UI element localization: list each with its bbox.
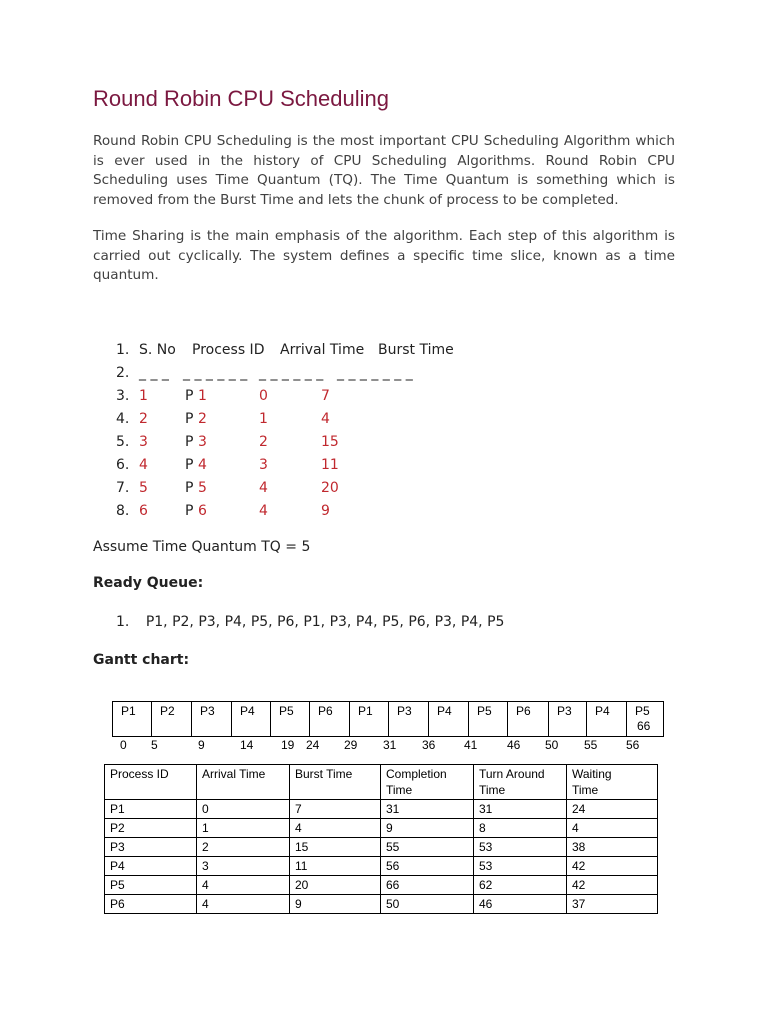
gantt-cell xyxy=(549,702,587,736)
gantt-tick-label: 0 xyxy=(120,738,127,752)
table-row xyxy=(105,876,658,895)
table-cell: P2 xyxy=(105,819,197,838)
list-number: 1. xyxy=(116,614,130,630)
page-title: Round Robin CPU Scheduling xyxy=(93,86,389,111)
arrival-time: 3 xyxy=(259,457,268,473)
gantt-tick-label: 29 xyxy=(344,738,358,752)
table-cell: 55 xyxy=(381,838,474,857)
table-row xyxy=(105,819,658,838)
table-cell: 53 xyxy=(474,838,567,857)
row-number: 6. xyxy=(116,457,130,473)
gantt-cell xyxy=(627,702,663,736)
pid-prefix: P xyxy=(185,457,194,473)
sno: 6 xyxy=(139,503,148,519)
table-header-cell xyxy=(290,765,381,800)
sep-2: _ _ _ _ _ _ xyxy=(183,365,248,381)
gantt-cell-label: P1 xyxy=(121,704,136,718)
table-header-cell xyxy=(197,765,290,800)
table-cell: 3 xyxy=(197,857,290,876)
table-cell: 37 xyxy=(567,895,658,914)
gantt-tick-label: 24 xyxy=(306,738,320,752)
gantt-cell-label: P4 xyxy=(240,704,255,718)
gantt-cell-label: P6 xyxy=(516,704,531,718)
gantt-end-value: 66 xyxy=(637,719,651,733)
sno: 1 xyxy=(139,388,148,404)
header-burst: Burst Time xyxy=(378,342,454,358)
header-sno: S. No xyxy=(139,342,176,358)
burst-time: 4 xyxy=(321,411,330,427)
gantt-chart xyxy=(112,701,664,737)
header-line: Completion xyxy=(386,767,447,781)
table-cell: 4 xyxy=(197,876,290,895)
gantt-cell xyxy=(192,702,232,736)
pid-prefix: P xyxy=(185,480,194,496)
gantt-cell xyxy=(350,702,389,736)
header-line: Burst Time xyxy=(295,767,353,781)
arrival-time: 1 xyxy=(259,411,268,427)
header-line: Time xyxy=(479,783,506,797)
table-cell: 4 xyxy=(290,819,381,838)
table-cell: 2 xyxy=(197,838,290,857)
gantt-tick-label: 19 xyxy=(281,738,295,752)
pid-prefix: P xyxy=(185,434,194,450)
table-header-cell xyxy=(474,765,567,800)
pid: 5 xyxy=(198,480,207,496)
gantt-cell xyxy=(429,702,469,736)
gantt-cell-label: P5 xyxy=(477,704,492,718)
gantt-tick-label: 36 xyxy=(422,738,436,752)
sno: 3 xyxy=(139,434,148,450)
gantt-cell-label: P3 xyxy=(397,704,412,718)
table-cell: 9 xyxy=(381,819,474,838)
table-cell: 42 xyxy=(567,876,658,895)
sno: 2 xyxy=(139,411,148,427)
gantt-cell-label: P2 xyxy=(160,704,175,718)
table-cell: P1 xyxy=(105,800,197,819)
header-line: Time xyxy=(386,783,413,797)
burst-time: 11 xyxy=(321,457,339,473)
gantt-tick-label: 46 xyxy=(507,738,521,752)
pid: 2 xyxy=(198,411,207,427)
burst-time: 9 xyxy=(321,503,330,519)
table-cell: 20 xyxy=(290,876,381,895)
table-cell: 4 xyxy=(197,895,290,914)
gantt-tick-label: 9 xyxy=(198,738,205,752)
header-line: Process ID xyxy=(110,767,169,781)
pid: 3 xyxy=(198,434,207,450)
table-cell: 38 xyxy=(567,838,658,857)
gantt-cell xyxy=(310,702,350,736)
table-cell: 9 xyxy=(290,895,381,914)
assume-text: Assume Time Quantum TQ = 5 xyxy=(93,539,311,555)
table-cell: 8 xyxy=(474,819,567,838)
table-row xyxy=(105,800,658,819)
table-header-cell xyxy=(105,765,197,800)
gantt-cell xyxy=(271,702,310,736)
gantt-tick-label: 31 xyxy=(383,738,397,752)
row-number: 8. xyxy=(116,503,130,519)
gantt-cell-label: P5 xyxy=(635,704,650,718)
header-line: Waiting xyxy=(572,767,612,781)
gantt-cell xyxy=(508,702,549,736)
gantt-cell-label: P3 xyxy=(557,704,572,718)
table-cell: 42 xyxy=(567,857,658,876)
header-pid: Process ID xyxy=(192,342,265,358)
time-sharing-paragraph: Time Sharing is the main emphasis of the algorithm. Each step of this algorithm is carried out cyclically. The system defines a specific time slice, known as a time quantum. xyxy=(93,228,675,283)
gantt-tick-label: 5 xyxy=(151,738,158,752)
table-row xyxy=(105,895,658,914)
gantt-cell-label: P4 xyxy=(437,704,452,718)
gantt-cell xyxy=(232,702,271,736)
row-number: 4. xyxy=(116,411,130,427)
pid-prefix: P xyxy=(185,411,194,427)
pid: 1 xyxy=(198,388,207,404)
row-number: 3. xyxy=(116,388,130,404)
header-line: Turn Around xyxy=(479,767,545,781)
table-cell: 7 xyxy=(290,800,381,819)
gantt-cell-label: P5 xyxy=(279,704,294,718)
pid-prefix: P xyxy=(185,503,194,519)
gantt-cell xyxy=(587,702,627,736)
arrival-time: 0 xyxy=(259,388,268,404)
gantt-heading: Gantt chart: xyxy=(93,652,190,668)
table-cell: 46 xyxy=(474,895,567,914)
table-cell: 1 xyxy=(197,819,290,838)
gantt-tick-label: 41 xyxy=(464,738,478,752)
arrival-time: 4 xyxy=(259,480,268,496)
gantt-cell-label: P3 xyxy=(200,704,215,718)
gantt-cell xyxy=(152,702,192,736)
pid: 4 xyxy=(198,457,207,473)
pid-prefix: P xyxy=(185,388,194,404)
gantt-tick-label: 14 xyxy=(240,738,254,752)
header-arrival: Arrival Time xyxy=(280,342,365,358)
table-cell: 66 xyxy=(381,876,474,895)
table-cell: 31 xyxy=(474,800,567,819)
table-header-cell xyxy=(381,765,474,800)
intro-paragraph: Round Robin CPU Scheduling is the most important CPU Scheduling Algorithm which is ever used in the history of CPU Scheduling Algorithms. Round Robin CPU Scheduling uses Time Quantum (TQ). The Time Quantum is something which is removed from the Burst Time and lets the chunk of process to be completed. xyxy=(93,133,675,208)
result-table xyxy=(104,764,658,914)
table-cell: 24 xyxy=(567,800,658,819)
gantt-cell-label: P6 xyxy=(318,704,333,718)
table-cell: P5 xyxy=(105,876,197,895)
sep-3: _ _ _ _ _ _ xyxy=(259,365,324,381)
table-row xyxy=(105,857,658,876)
table-cell: 56 xyxy=(381,857,474,876)
table-cell: 15 xyxy=(290,838,381,857)
row-number: 7. xyxy=(116,480,130,496)
sno: 5 xyxy=(139,480,148,496)
table-cell: 50 xyxy=(381,895,474,914)
gantt-tick-label: 55 xyxy=(584,738,598,752)
sno: 4 xyxy=(139,457,148,473)
gantt-cell-label: P4 xyxy=(595,704,610,718)
table-cell: P4 xyxy=(105,857,197,876)
header-line: Time xyxy=(572,783,599,797)
burst-time: 7 xyxy=(321,388,330,404)
table-cell: P6 xyxy=(105,895,197,914)
pid: 6 xyxy=(198,503,207,519)
sep-1: _ _ _ xyxy=(139,365,169,381)
gantt-cell xyxy=(389,702,429,736)
gantt-cell xyxy=(113,702,152,736)
table-cell: 11 xyxy=(290,857,381,876)
table-cell: 53 xyxy=(474,857,567,876)
sep-4: _ _ _ _ _ _ _ xyxy=(337,365,413,381)
burst-time: 15 xyxy=(321,434,339,450)
table-cell: 31 xyxy=(381,800,474,819)
table-header-cell xyxy=(567,765,658,800)
burst-time: 20 xyxy=(321,480,339,496)
ready-queue-list xyxy=(116,614,504,630)
row-number: 5. xyxy=(116,434,130,450)
ready-queue-item: P1, P2, P3, P4, P5, P6, P1, P3, P4, P5, P6, P3, P4, P5 xyxy=(145,614,505,630)
arrival-time: 4 xyxy=(259,503,268,519)
table-row xyxy=(105,838,658,857)
arrival-time: 2 xyxy=(259,434,268,450)
table-cell: 0 xyxy=(197,800,290,819)
header-line: Arrival Time xyxy=(202,767,266,781)
gantt-tick-label: 56 xyxy=(626,738,640,752)
gantt-tick-label: 50 xyxy=(545,738,559,752)
table-cell: P3 xyxy=(105,838,197,857)
gantt-cell-label: P1 xyxy=(358,704,373,718)
ready-queue-heading: Ready Queue: xyxy=(93,575,204,591)
table-cell: 4 xyxy=(567,819,658,838)
table-cell: 62 xyxy=(474,876,567,895)
gantt-cell xyxy=(469,702,508,736)
